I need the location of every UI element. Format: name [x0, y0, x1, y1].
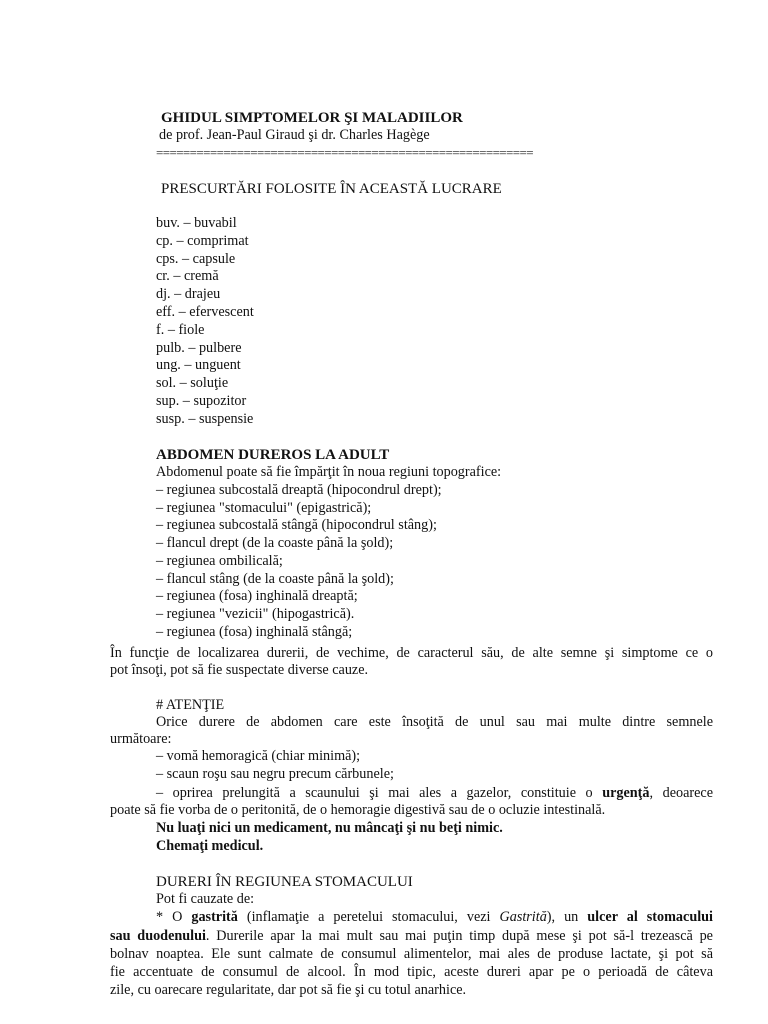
list-item: eff. – efervescent [156, 303, 254, 320]
abbreviations-heading: PRESCURTĂRI FOLOSITE ÎN ACEASTĂ LUCRARE [161, 181, 502, 197]
stomach-text: * O [156, 909, 192, 925]
gastritis-reference: Gastrită [499, 909, 547, 925]
list-item: – flancul drept (de la coaste până la şold); [156, 535, 394, 552]
warning-bullet [156, 785, 713, 802]
list-item: – regiunea subcostală stângă (hipocondrul stâng); [156, 517, 437, 534]
abdomen-regions-list [156, 482, 442, 641]
list-item: – regiunea (fosa) inghinală dreaptă; [156, 588, 358, 605]
list-item: susp. – suspensie [156, 410, 254, 427]
stomach-paragraph-line [110, 928, 713, 945]
abdomen-paragraph-line: pot însoţi, pot să fie suspectate diverse cauze. [110, 662, 369, 678]
list-item: f. – fiole [156, 321, 205, 338]
document-title: GHIDUL SIMPTOMELOR ŞI MALADIILOR [161, 110, 463, 126]
document-authors: de prof. Jean-Paul Giraud şi dr. Charles Hagège [159, 127, 430, 143]
abdomen-intro: Abdomenul poate să fie împărţit în noua regiuni topografice: [156, 464, 502, 480]
abbreviations-list [156, 215, 254, 429]
stomach-paragraph-line [156, 909, 713, 926]
list-item: – regiunea "stomacului" (epigastrică); [156, 499, 372, 516]
list-item: – flancul stâng (de la coaste până la şold); [156, 570, 394, 587]
separator-rule: ======================================================== [156, 145, 533, 160]
list-item: – regiunea "vezicii" (hipogastrică). [156, 605, 355, 622]
stomach-paragraph-line: zile, cu oarecare regularitate, dar pot să fie şi cu totul anarhice. [110, 982, 467, 998]
list-item: cp. – comprimat [156, 232, 249, 249]
list-item: sol. – soluţie [156, 375, 229, 392]
warning-paragraph-line: poate să fie vorba de o peritonită, de o hemoragie digestivă sau de o ocluzie intestinală. [110, 802, 606, 818]
list-item: sup. – supozitor [156, 392, 247, 409]
stomach-paragraph-line: bolnav noaptea. Ele sunt calmate de consumul alimentelor, mai ales de produse lactate, şi pot să [110, 946, 713, 962]
stomach-heading: DURERI ÎN REGIUNEA STOMACULUI [156, 874, 413, 890]
list-item: – regiunea (fosa) inghinală stângă; [156, 623, 353, 640]
abdomen-paragraph-line: În funcţie de localizarea durerii, de vechime, de caracterul său, de alte semne şi simptome ce o [110, 645, 713, 661]
abdomen-heading: ABDOMEN DUREROS LA ADULT [156, 447, 390, 463]
stomach-text: . Durerile apar la mai mult sau mai puţin timp după mese şi pot să-l trezească pe [205, 928, 713, 944]
list-item: dj. – drajeu [156, 286, 221, 303]
list-item: – regiunea ombilicală; [156, 552, 283, 569]
list-item: buv. – buvabil [156, 215, 237, 231]
warning-instruction: Nu luaţi nici un medicament, nu mâncaţi şi nu beţi nimic. [156, 820, 503, 836]
ulcer-term: sau duodenului [110, 928, 206, 944]
stomach-paragraph-line: fie accentuate de consumul de alcool. În mod tipic, aceste dureri apar pe o perioadă de câteva [110, 964, 713, 980]
warning-paragraph-line: următoare: [110, 731, 172, 747]
gastritis-term: gastrită [191, 909, 238, 925]
warning-paragraph-line: Orice durere de abdomen care este însoţită de unul sau mai multe dintre semnele [156, 714, 713, 730]
warning-bullet: – scaun roşu sau negru precum cărbunele; [156, 766, 394, 782]
warning-heading: # ATENŢIE [156, 697, 225, 713]
stomach-text: ), un [546, 909, 588, 925]
list-item: ung. – unguent [156, 357, 241, 374]
list-item: pulb. – pulbere [156, 339, 242, 356]
list-item: cps. – capsule [156, 250, 236, 267]
list-item: cr. – cremă [156, 268, 219, 285]
warning-text: , deoarece [649, 785, 713, 801]
stomach-intro: Pot fi cauzate de: [156, 891, 255, 907]
ulcer-term: ulcer al stomacului [587, 909, 713, 925]
urgency-emphasis: urgenţă [602, 785, 650, 801]
warning-bullet: – vomă hemoragică (chiar minimă); [156, 748, 361, 764]
list-item: – regiunea subcostală dreaptă (hipocondrul drept); [156, 482, 442, 498]
warning-instruction: Chemaţi medicul. [156, 838, 264, 854]
stomach-text: (inflamaţie a peretelui stomacului, vezi [237, 909, 500, 925]
warning-text: – oprirea prelungită a scaunului şi mai ales a gazelor, constituie o [156, 785, 603, 801]
